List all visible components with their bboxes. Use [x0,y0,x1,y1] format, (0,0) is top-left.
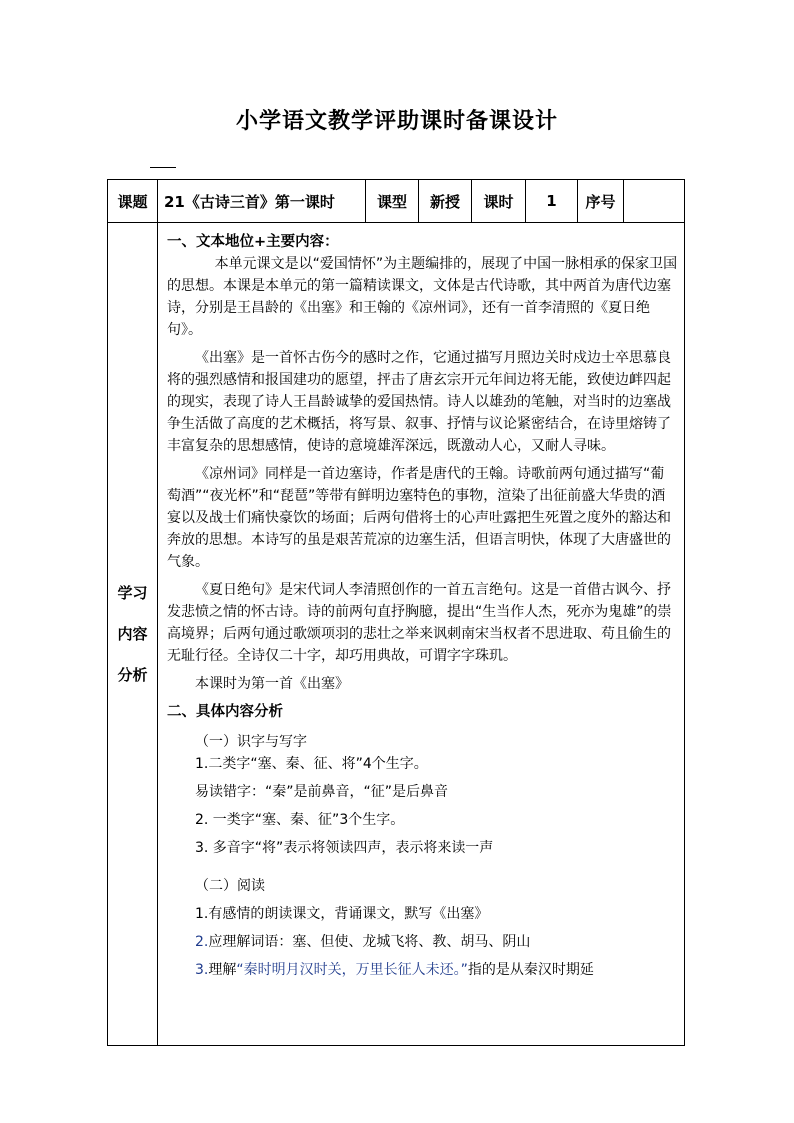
paragraph-liangzhouci: 《凉州词》同样是一首边塞诗，作者是唐代的王翰。诗歌前两句通过描写“葡萄酒”“夜光杯”和“琵琶”等带有鲜明边塞特色的事物，渲染了出征前盛大华贵的酒宴以及战士们痛快豪饮的场面；后两句借将士的心声吐露把生死置之度外的豁达和奔放的思想。本诗写的虽是艰苦荒凉的边塞生活，但语言明快，体现了大唐盛世的气象。 [167,466,671,570]
literacy-item-1: 1.二类字“塞、秦、征、将”4个生字。 [195,756,428,772]
content-row [108,223,685,1046]
subsection-reading: （二）阅读 [195,878,265,894]
paragraph-unit-overview: 本单元课文是以“爱国情怀”为主题编排的，展现了中国一脉相承的保家卫国的思想。本课是本单元的第一篇精读课文，文体是古代诗歌，其中两首为唐代边塞诗，分别是王昌龄的《出塞》和王翰的《凉州词》，还有一首李清照的《夏日绝句》。 [167,256,678,338]
content-body [158,223,684,1045]
side-label-line-3: 分析 [117,665,148,684]
topic-label: 课题 [108,180,158,223]
subsection-literacy: （一）识字与写字 [195,734,307,750]
paragraph-xiarijueju: 《夏日绝句》是宋代词人李清照创作的一首五言绝句。这是一首借古讽今、抒发悲愤之情的怀古诗。诗的前两句直抒胸臆，提出“生当作人杰，死亦为鬼雄”的崇高境界；后两句通过歌颂项羽的悲壮之举来讽刺南宋当权者不思进取、苟且偷生的无耻行径。全诗仅二十字，却巧用典故，可谓字字珠玑。 [167,582,672,664]
underline-mark [150,167,176,168]
section-1-heading: 一、文本地位+主要内容： [167,234,339,250]
side-label-line-2: 内容 [117,624,148,643]
content-cell [158,223,685,1046]
reading-item-1: 1.有感情的朗读课文，背诵课文，默写《出塞》 [195,906,489,922]
seq-label: 序号 [578,180,624,223]
reading-item-3-lead: 理解 [208,962,237,978]
literacy-note: 易读错字：“秦”是前鼻音，“征”是后鼻音 [195,784,449,800]
lesson-plan-table [107,179,685,1046]
section-side-label [108,223,158,1046]
topic-value: 21《古诗三首》第一课时 [158,180,366,223]
reading-item-2-text: 应理解词语：塞、但使、龙城飞将、教、胡马、阴山 [208,934,531,950]
type-value: 新授 [419,180,472,223]
reading-item-3-tail: 指的是从秦汉时期延 [467,962,594,978]
document-title: 小学语文教学评助课时备课设计 [235,109,558,134]
reading-item-3-quote: “秦时明月汉时关，万里长征人未还。” [236,962,468,978]
header-row [108,180,685,223]
paragraph-lesson-scope: 本课时为第一首《出塞》 [195,676,349,692]
literacy-item-2: 2. 一类字“塞、秦、征”3个生字。 [195,812,405,828]
seq-value [624,180,685,223]
hours-value: 1 [526,180,578,223]
reading-item-3 [167,959,678,981]
literacy-item-3: 3. 多音字“将”表示将领读四声，表示将来读一声 [195,840,494,856]
paragraph-chusai: 《出塞》是一首怀古伤今的感时之作，它通过描写月照边关时戍边士卒思慕良将的强烈感情和报国建功的愿望，抨击了唐玄宗开元年间边将无能，致使边衅四起的现实，表现了诗人王昌龄诚挚的爱国热情。诗人以雄劲的笔触，对当时的边塞战争生活做了高度的艺术概括，将写景、叙事、抒情与议论紧密结合，在诗里熔铸了丰富复杂的思想感情，使诗的意境雄浑深远，既激动人心，又耐人寻味。 [167,350,671,454]
reading-item-2 [167,931,678,953]
reading-item-2-number: 2. [195,934,209,950]
side-label-line-1: 学习 [117,583,148,602]
hours-label: 课时 [472,180,526,223]
section-2-heading: 二、具体内容分析 [167,704,283,720]
type-label: 课型 [366,180,419,223]
reading-item-3-number: 3. [195,962,209,978]
